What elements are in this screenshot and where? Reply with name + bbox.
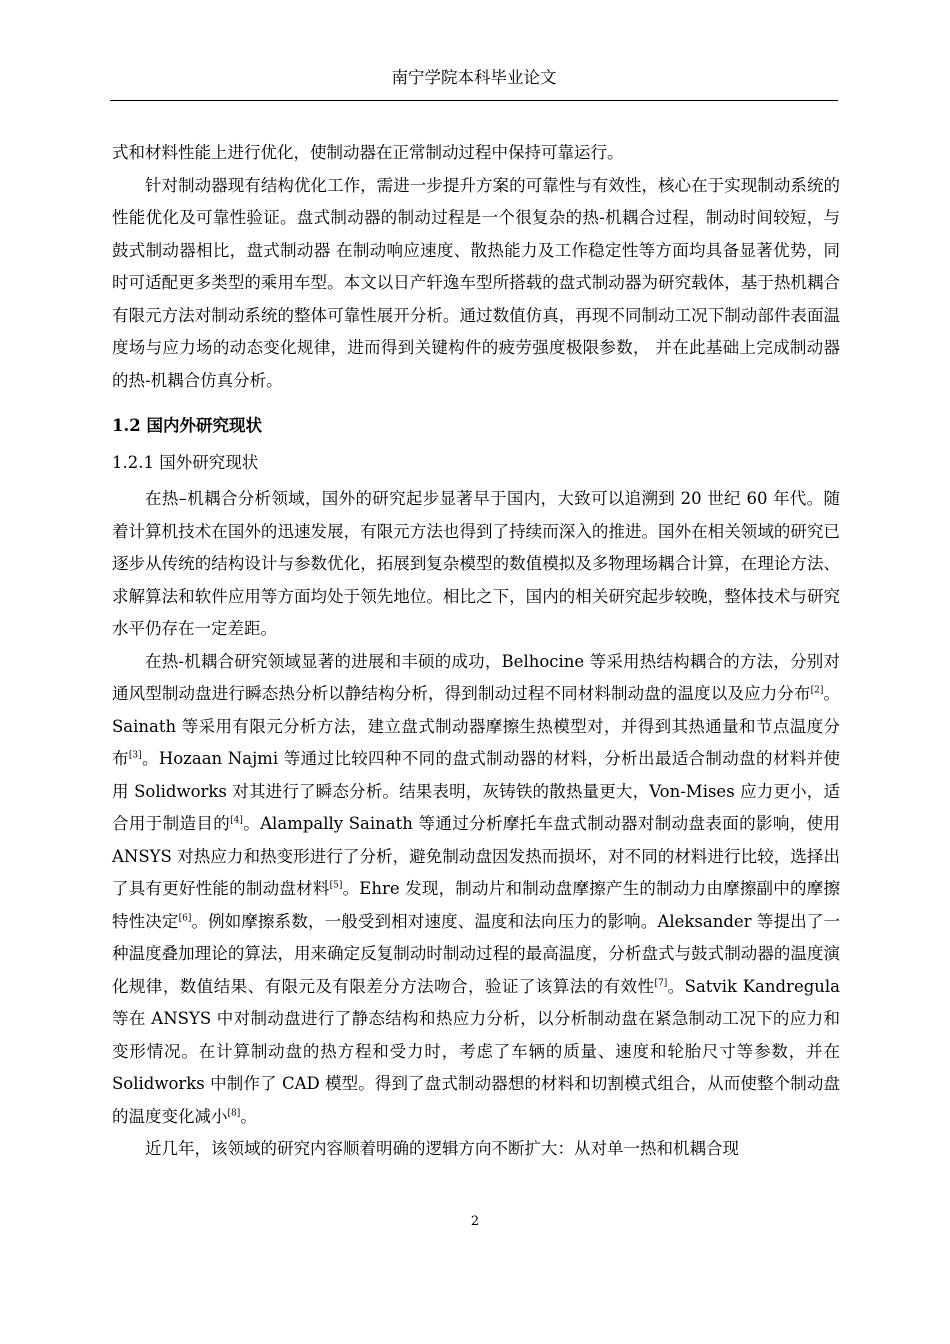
- paragraph-text: 。例如摩擦系数，一般受到相对速度、温度和法向压力的影响。Aleksander 等提出了一种温度叠加理论的算法，用来确定反复制动时制动过程的最高温度，分析盘式与鼓式制动器的温度演化规律，数值结果、有限元及有限差分方法吻合，验证了该算法的有效性: [112, 911, 840, 996]
- body-paragraphs: [112, 483, 840, 1166]
- paragraph-text: 式和材料性能上进行优化，使制动器在正常制动过程中保持可靠运行。: [112, 143, 624, 162]
- page-body: [112, 137, 840, 1166]
- citation-ref: [6]: [178, 913, 192, 923]
- paragraph-text: 。Alampally Sainath 等通过分析摩托车盘式制动器对制动盘表面的影响，使用 ANSYS 对热应力和热变形进行了分析，避免制动盘因发热而损坏，对不同的材料进行比较，选择出了具有更好性能的制动盘材料: [112, 814, 840, 898]
- paragraph-text: 在热-机耦合研究领域显著的进展和丰硕的成功，Belhocine 等采用热结构耦合的方法，分别对通风型制动盘进行瞬态热分析以静结构分析，得到制动过程不同材料制动盘的温度以及应力分布: [112, 651, 840, 703]
- citation-ref: [2]: [810, 685, 824, 696]
- citation-ref: [5]: [329, 880, 343, 891]
- paragraph: [112, 1133, 840, 1166]
- header-rule: [110, 100, 838, 101]
- section-heading: 1.2 国内外研究现状: [112, 416, 262, 435]
- paragraph: [112, 170, 840, 398]
- citation-ref: [3]: [128, 750, 142, 761]
- citation-ref: [8]: [227, 1108, 241, 1118]
- paragraph-text: 。Ehre 发现，制动片和制动盘摩擦产生的制动力由摩擦副中的摩擦特性决定: [112, 879, 841, 931]
- paragraph-text: 。Sainath 等采用有限元分析方法，建立盘式制动器摩擦生热模型对，并得到其热通量和节点温度分布: [112, 684, 841, 768]
- page-number: 2: [470, 1214, 480, 1229]
- running-header: 南宁学院本科毕业论文: [391, 68, 557, 87]
- paragraph-text: 。Satvik Kandregula 等在 ANSYS 中对制动盘进行了静态结构和热应力分析，以分析制动盘在紧急制动工况下的应力和变形情况。在计算制动盘的热方程和受力时，考虑了车辆的质量、速度和轮胎尺寸等参数，并在 Solidworks 中制作了 CAD 模型。得到了盘式制动器想的材料和切割模式组合，从而使整个制动盘的温度变化减小: [112, 976, 841, 1126]
- paragraph-text: 近几年，该领域的研究内容顺着明确的逻辑方向不断扩大：从对单一热和机耦合现: [145, 1139, 739, 1158]
- paragraph: [112, 646, 840, 1134]
- paragraph-text: 。: [240, 1106, 257, 1126]
- paragraph-text: 。Hozaan Najmi 等通过比较四种不同的盘式制动器的材料，分析出最适合制动盘的材料并使用 Solidworks 对其进行了瞬态分析。结果表明，灰铸铁的散热量更大，Von-Mises 应力更小，适合用于制造目的: [112, 749, 841, 833]
- paragraph-text: 针对制动器现有结构优化工作，需进一步提升方案的可靠性与有效性，核心在于实现制动系统的性能优化及可靠性验证。盘式制动器的制动过程是一个很复杂的热-机耦合过程，制动时间较短，与鼓式制动器相比，盘式制动器 在制动响应速度、散热能力及工作稳定性等方面均具备显著优势，同时可适配更多类型的乘用车型。本文以日产轩逸车型所搭载的盘式制动器为研究载体，基于热机耦合有限元方法对制动系统的整体可靠性展开分析。通过数值仿真，再现不同制动工况下制动部件表面温度场与应力场的动态变化规律，进而得到关键构件的疲劳强度极限参数， 并在此基础上完成制动器的热-机耦合仿真分析。: [112, 175, 840, 390]
- paragraph: [112, 483, 840, 646]
- subsection-heading: 1.2.1 国外研究现状: [112, 453, 259, 472]
- intro-paragraphs: [112, 137, 840, 397]
- citation-ref: [7]: [654, 978, 668, 988]
- citation-ref: [4]: [230, 815, 243, 826]
- paragraph-text: 在热–机耦合分析领域，国外的研究起步显著早于国内，大致可以追溯到 20 世纪 60 年代。随着计算机技术在国外的迅速发展，有限元方法也得到了持续而深入的推进。国外在相关领域的研究已逐步从传统的结构设计与参数优化，拓展到复杂模型的数值模拟及多物理场耦合计算，在理论方法、求解算法和软件应用等方面均处于领先地位。相比之下，国内的相关研究起步较晚，整体技术与研究水平仍存在一定差距。: [112, 489, 840, 638]
- paragraph: [112, 137, 840, 170]
